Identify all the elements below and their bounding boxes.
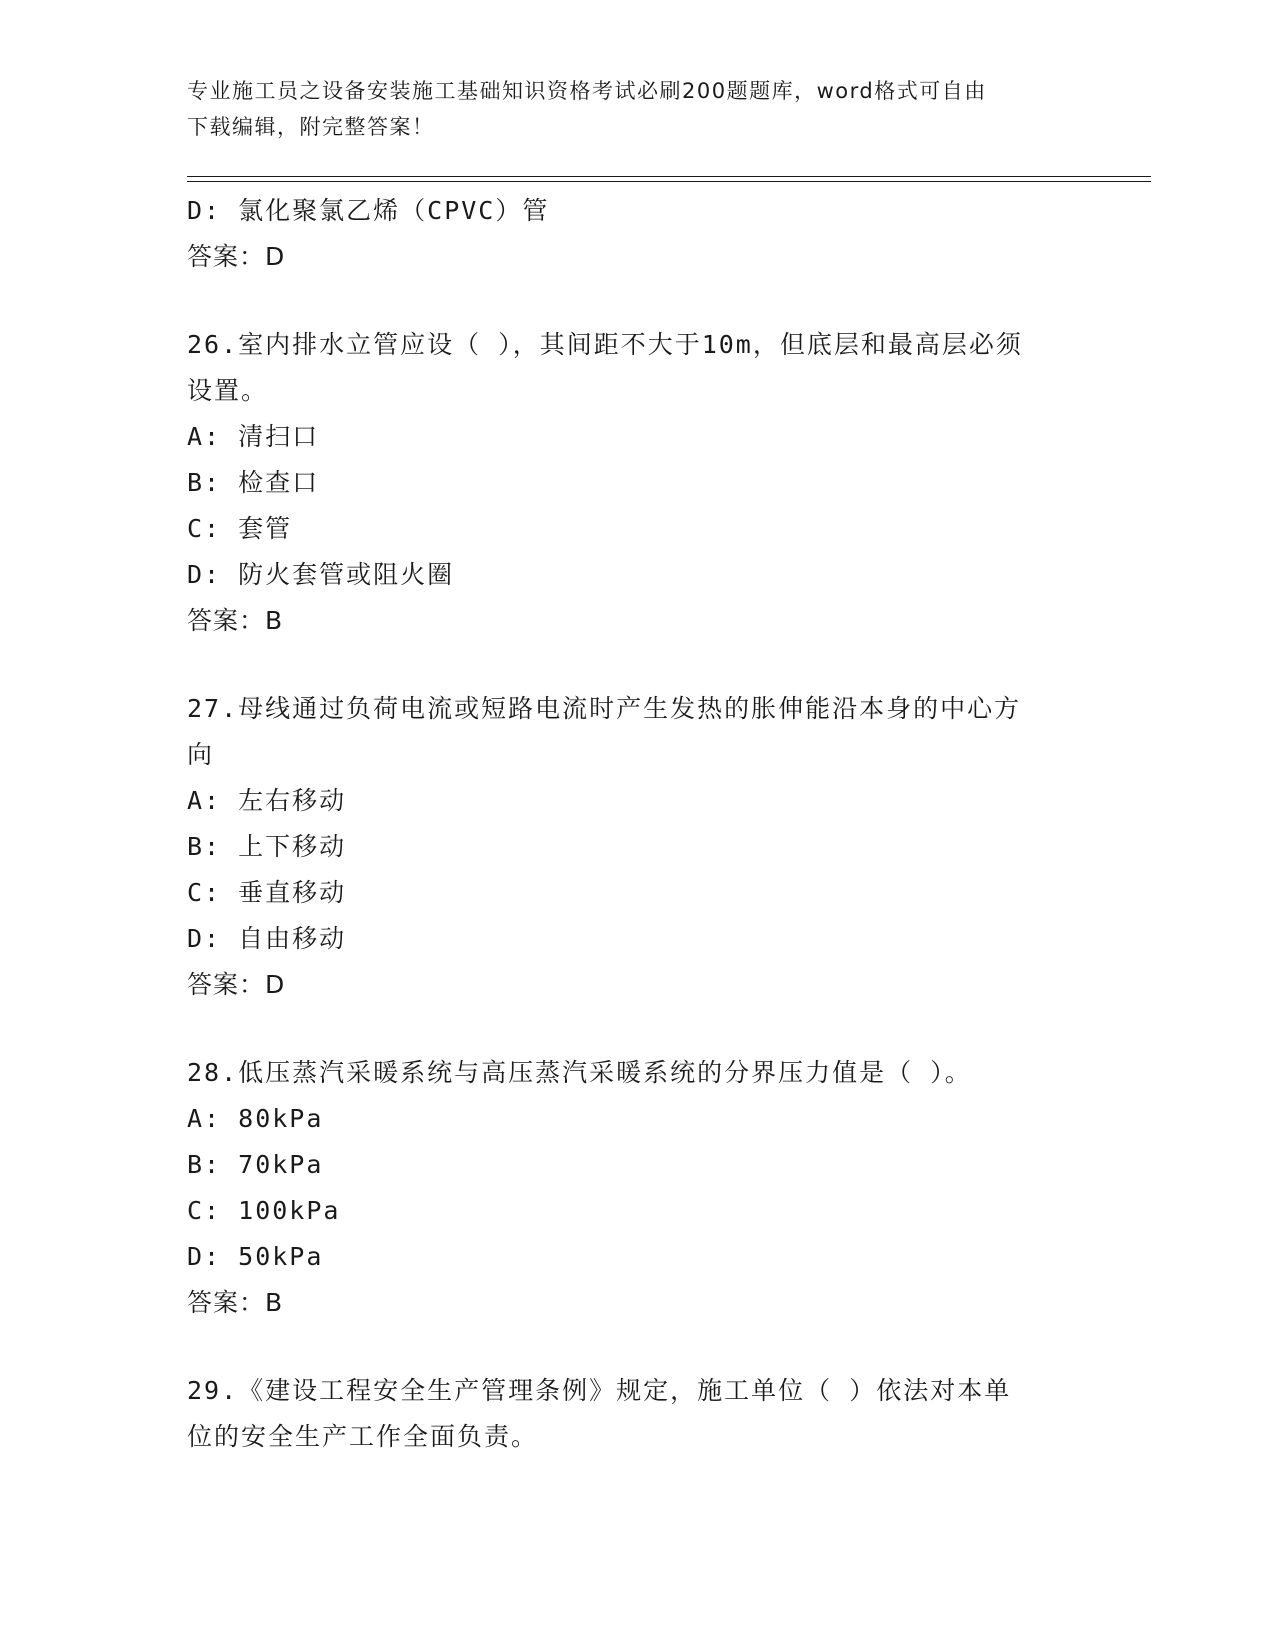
document-header [187, 73, 1087, 145]
option-c: C: 100kPa [187, 1196, 341, 1225]
option-d: D: 50kPa [187, 1242, 324, 1271]
question-stem: 27.母线通过负荷电流或短路电流时产生发热的胀伸能沿本身的中心方 [187, 694, 1022, 723]
question-list [187, 188, 1087, 1460]
header-title-line-1: 专业施工员之设备安装施工基础知识资格考试必刷200题题库，word格式可自由 [187, 79, 987, 103]
question-stem-continued: 向 [187, 740, 215, 769]
question-29 [187, 1368, 1087, 1460]
header-title-line-2: 下载编辑，附完整答案！ [187, 115, 435, 139]
question-stem-continued: 设置。 [187, 376, 269, 405]
spacer [187, 644, 1087, 686]
option-d: D: 防火套管或阻火圈 [187, 560, 455, 589]
spacer [187, 1326, 1087, 1368]
question-stem-continued: 位的安全生产工作全面负责。 [187, 1422, 539, 1451]
question-stem: 28.低压蒸汽采暖系统与高压蒸汽采暖系统的分界压力值是（ ）。 [187, 1058, 972, 1087]
question-stem: 26.室内排水立管应设（ ），其间距不大于10m，但底层和最高层必须 [187, 330, 1023, 359]
option-d: D: 氯化聚氯乙烯（CPVC）管 [187, 196, 550, 225]
option-b: B: 70kPa [187, 1150, 324, 1179]
option-a: A: 清扫口 [187, 422, 320, 451]
question-25-tail [187, 188, 1087, 280]
question-stem: 29.《建设工程安全生产管理条例》规定，施工单位（ ）依法对本单 [187, 1376, 1012, 1405]
option-a: A: 80kPa [187, 1104, 324, 1133]
option-b: B: 上下移动 [187, 832, 347, 861]
option-c: C: 套管 [187, 514, 293, 543]
spacer [187, 280, 1087, 322]
question-26 [187, 322, 1087, 644]
header-divider-bottom [187, 181, 1151, 182]
answer-text: 答案：D [187, 970, 286, 999]
answer-text: 答案：B [187, 1288, 284, 1317]
option-d: D: 自由移动 [187, 924, 347, 953]
question-28 [187, 1050, 1087, 1326]
header-divider-top [187, 176, 1151, 177]
option-a: A: 左右移动 [187, 786, 347, 815]
answer-text: 答案：D [187, 242, 286, 271]
answer-text: 答案：B [187, 606, 284, 635]
option-b: B: 检查口 [187, 468, 320, 497]
question-27 [187, 686, 1087, 1008]
spacer [187, 1008, 1087, 1050]
option-c: C: 垂直移动 [187, 878, 347, 907]
